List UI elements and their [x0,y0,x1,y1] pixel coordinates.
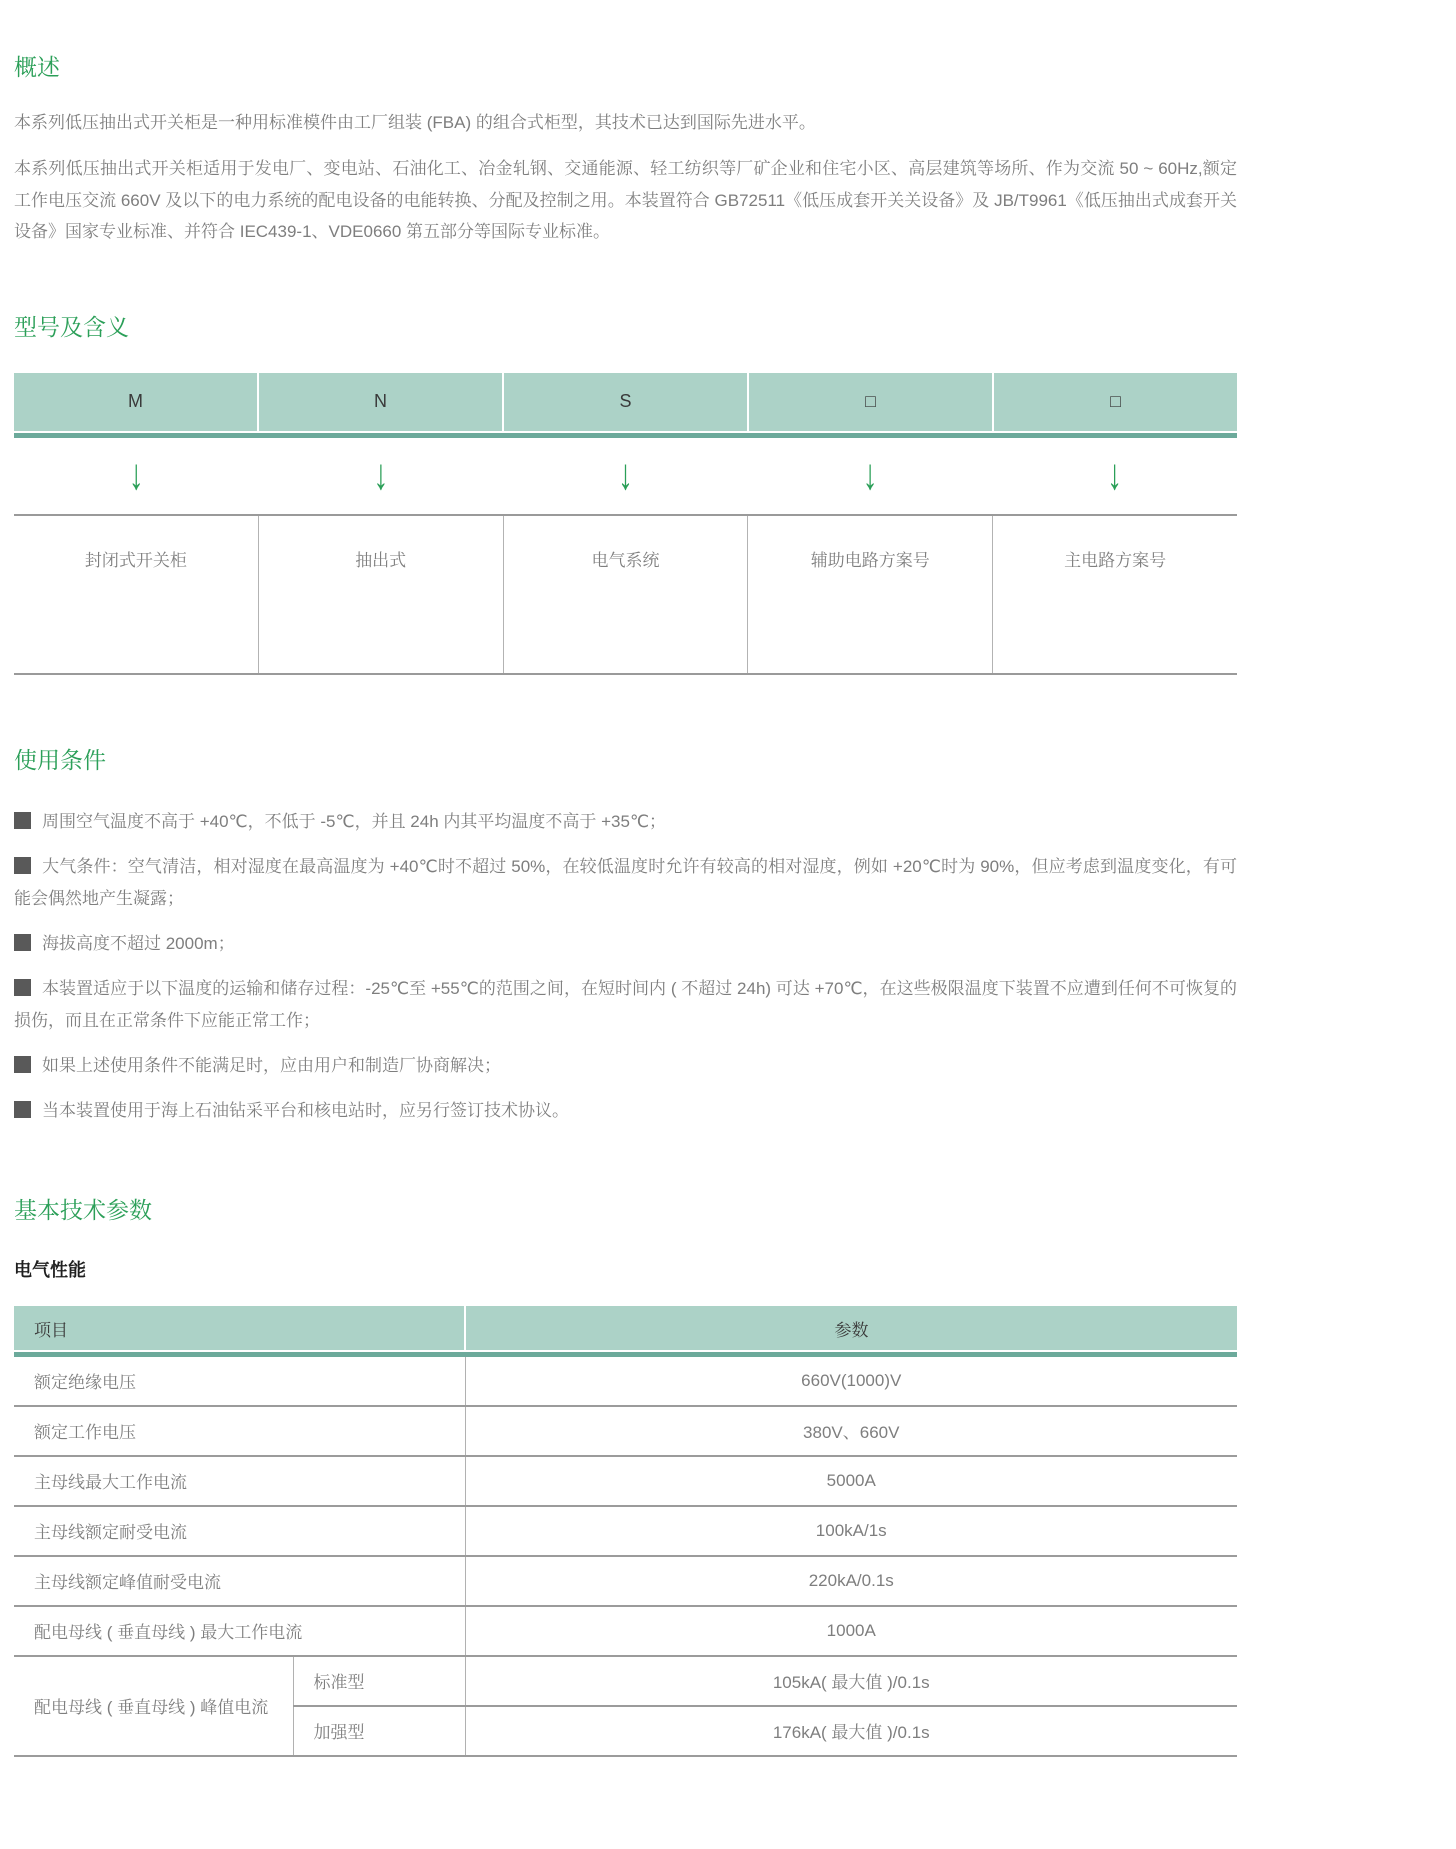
bullet-square-icon [14,857,31,874]
row-value: 100kA/1s [465,1506,1237,1556]
row-label-grouped: 配电母线 ( 垂直母线 ) 峰值电流 [14,1656,293,1756]
row-label: 主母线最大工作电流 [14,1456,465,1506]
parameters-heading: 基本技术参数 [14,1196,152,1223]
table-row [14,1506,1237,1556]
overview-paragraph-2: 本系列低压抽出式开关柜适用于发电厂、变电站、石油化工、冶金轧钢、交通能源、轻工纺织等厂矿企业和住宅小区、高层建筑等场所、作为交流 50 ~ 60Hz,额定工作电压交流 660V 及以下的电力系统的配电设备的电能转换、分配及控制之用。本装置符合 GB72511《低压成套开关关设备》及 JB/T9961《低压抽出式成套开关设备》国家专业标准、并符合 IEC439-1、VDE0660 第五部分等国际专业标准。 [14,159,1237,242]
condition-item [14,1095,1237,1127]
down-arrow-icon: ↓ [373,451,389,500]
model-label-cell: 抽出式 [259,516,504,673]
model-code-cell: □ [994,373,1237,431]
condition-text: 周围空气温度不高于 +40℃，不低于 -5℃，并且 24h 内其平均温度不高于 +35℃； [42,811,667,831]
model-section [14,312,1237,675]
model-label-cell: 主电路方案号 [1064,550,1167,570]
down-arrow-icon: ↓ [1107,451,1123,500]
table-row [14,1456,1237,1506]
condition-text: 海拔高度不超过 2000m； [42,933,235,953]
model-code-cell: S [504,373,749,431]
bullet-square-icon [14,934,31,951]
model-code-cell: □ [749,373,994,431]
variant-value: 176kA( 最大值 )/0.1s [465,1706,1237,1756]
bullet-square-icon [14,1056,31,1073]
model-label-cell: 辅助电路方案号 [748,516,993,673]
down-arrow-icon: ↓ [862,451,878,500]
down-arrow-icon: ↓ [617,451,633,500]
model-code-row [14,373,1237,431]
table-row [14,1406,1237,1456]
row-label: 主母线额定峰值耐受电流 [14,1556,465,1606]
model-heading: 型号及含义 [14,313,129,340]
condition-item [14,806,1237,838]
bullet-square-icon [14,979,31,996]
conditions-heading: 使用条件 [14,746,106,773]
condition-item [14,851,1237,915]
row-value: 1000A [465,1606,1237,1656]
column-header-value: 参数 [465,1306,1237,1355]
condition-text: 当本装置使用于海上石油钻采平台和核电站时，应另行签订技术协议。 [42,1100,569,1120]
overview-section [14,52,1237,248]
column-header-item: 项目 [14,1306,465,1355]
condition-text: 本装置适应于以下温度的运输和储存过程：-25℃至 +55℃的范围之间，在短时间内 ( 不超过 24h) 可达 +70℃，在这些极限温度下装置不应遭到任何不可恢复的损伤，而且在正常条件下应能正常工作； [14,978,1237,1030]
row-label: 主母线额定耐受电流 [14,1506,465,1556]
conditions-list [14,806,1237,1127]
model-label-cell: 电气系统 [504,516,749,673]
model-header-divider [14,431,1237,438]
row-label: 配电母线 ( 垂直母线 ) 最大工作电流 [14,1606,465,1656]
row-label: 额定工作电压 [14,1406,465,1456]
model-code-cell: N [259,373,504,431]
conditions-section [14,745,1237,1127]
parameters-section [14,1195,1237,1757]
table-row [14,1354,1237,1406]
row-value: 380V、660V [465,1406,1237,1456]
electrical-parameters-table [14,1306,1237,1757]
overview-paragraph-1: 本系列低压抽出式开关柜是一种用标准模件由工厂组装 (FBA) 的组合式柜型，其技术已达到国际先进水平。 [14,113,816,133]
row-label: 额定绝缘电压 [14,1354,465,1406]
table-header-row [14,1306,1237,1355]
row-value: 5000A [465,1456,1237,1506]
table-row [14,1556,1237,1606]
model-label-row [14,514,1237,675]
condition-text: 大气条件：空气清洁，相对湿度在最高温度为 +40℃时不超过 50%，在较低温度时允许有较高的相对湿度，例如 +20℃时为 90%，但应考虑到温度变化，有可能会偶然地产生凝露； [14,856,1237,908]
electrical-performance-subheading: 电气性能 [14,1259,86,1280]
condition-item [14,928,1237,960]
row-value: 660V(1000)V [465,1354,1237,1406]
row-value: 220kA/0.1s [465,1556,1237,1606]
condition-item [14,973,1237,1037]
table-row [14,1656,1237,1706]
condition-item [14,1050,1237,1082]
variant-value: 105kA( 最大值 )/0.1s [465,1656,1237,1706]
model-code-cell: M [14,373,259,431]
model-arrow-row [14,438,1237,514]
bullet-square-icon [14,1101,31,1118]
overview-heading: 概述 [14,54,60,80]
bullet-square-icon [14,812,31,829]
variant-label: 加强型 [293,1706,465,1756]
model-label-cell: 封闭式开关柜 [14,516,259,673]
condition-text: 如果上述使用条件不能满足时，应由用户和制造厂协商解决； [42,1055,501,1075]
table-row [14,1606,1237,1656]
variant-label: 标准型 [293,1656,465,1706]
down-arrow-icon: ↓ [128,451,144,500]
